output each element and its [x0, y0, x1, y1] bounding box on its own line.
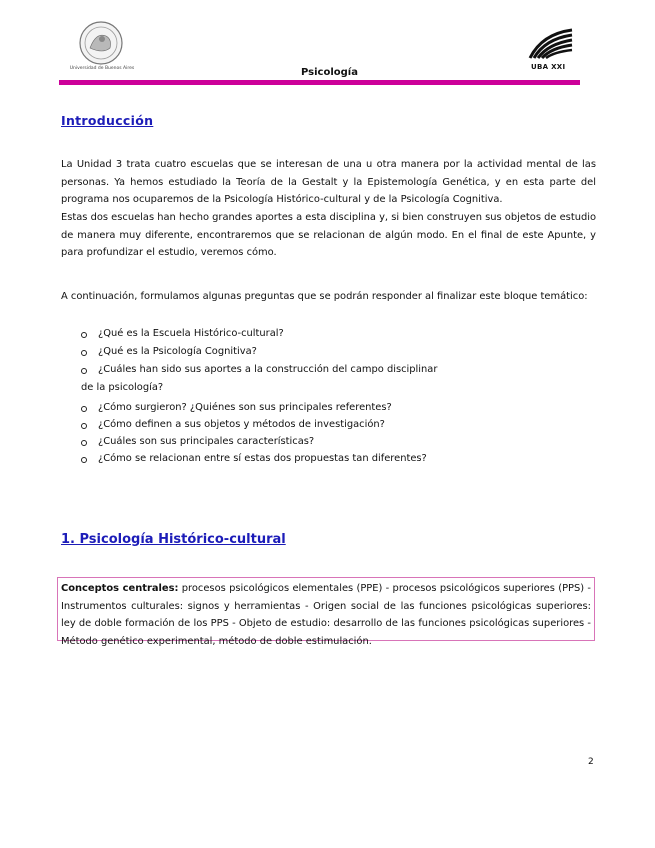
university-caption: Universidad de Buenos Aires: [69, 66, 135, 71]
page-number: 2: [588, 757, 594, 767]
bullet-icon: [81, 368, 87, 374]
questions-list-a: [61, 325, 596, 397]
list-item: ¿Cómo se relacionan entre sí estas dos propuestas tan diferentes?: [61, 450, 596, 467]
list-item: ¿Cómo definen a sus objetos y métodos de investigación?: [61, 416, 596, 433]
list-item: ¿Cómo surgieron? ¿Quiénes son sus principales referentes?: [61, 399, 596, 416]
bullet-icon: [81, 457, 87, 463]
list-item: ¿Cuáles son sus principales características?: [61, 433, 596, 450]
section-1-heading: 1. Psicología Histórico-cultural: [61, 532, 286, 547]
bullet-icon: [81, 332, 87, 338]
uba-xxi-logo-icon: [528, 28, 574, 60]
intro-paragraph-2: Estas dos escuelas han hecho grandes aportes a esta disciplina y, si bien construyen sus objetos de estudio de manera muy diferente, encontraremos que se relacionan de algún modo. En el final de este Apunte, y para profundizar el estudio, veremos cómo.: [61, 212, 597, 258]
intro-paragraph-3: A continuación, formulamos algunas preguntas que se podrán responder al finalizar este bloque temático:: [61, 291, 588, 302]
bullet-icon: [81, 440, 87, 446]
intro-heading: Introducción: [61, 113, 154, 128]
concepts-text: procesos psicológicos elementales (PPE) - procesos psicológicos superiores (PPS) - Instrumentos culturales: signos y herramientas - Origen social de las funciones psicológicas superiores: ley de doble formación de los PPS - Objeto de estudio: desarrollo de las funciones psicológicas superiores - Método genético experimental, método de doble estimulación.: [61, 583, 591, 647]
bullet-icon: [81, 350, 87, 356]
list-item: ¿Qué es la Escuela Histórico-cultural?: [61, 325, 596, 343]
list-item: ¿Qué es la Psicología Cognitiva?: [61, 343, 596, 361]
university-seal-logo: [72, 20, 130, 66]
header-title: Psicología: [301, 67, 358, 78]
concepts-label: Conceptos centrales:: [61, 583, 179, 594]
bullet-icon: [81, 406, 87, 412]
intro-paragraph-1: La Unidad 3 trata cuatro escuelas que se interesan de una u otra manera por la actividad mental de las personas. Ya hemos estudiado la Teoría de la Gestalt y la Epistemología Genética, y en esta parte del programa nos ocuparemos de la Psicología Histórico-cultural y de la Psicología Cognitiva.: [61, 159, 596, 205]
header-rule: [59, 80, 580, 85]
central-concepts-box: [57, 577, 595, 647]
uba-xxi-label: UBA XXI: [531, 63, 566, 71]
list-item: ¿Cuáles han sido sus aportes a la construcción del campo disciplinar: [61, 361, 596, 379]
list-item-continuation: de la psicología?: [81, 382, 164, 393]
questions-list-b: [61, 399, 596, 467]
bullet-icon: [81, 423, 87, 429]
